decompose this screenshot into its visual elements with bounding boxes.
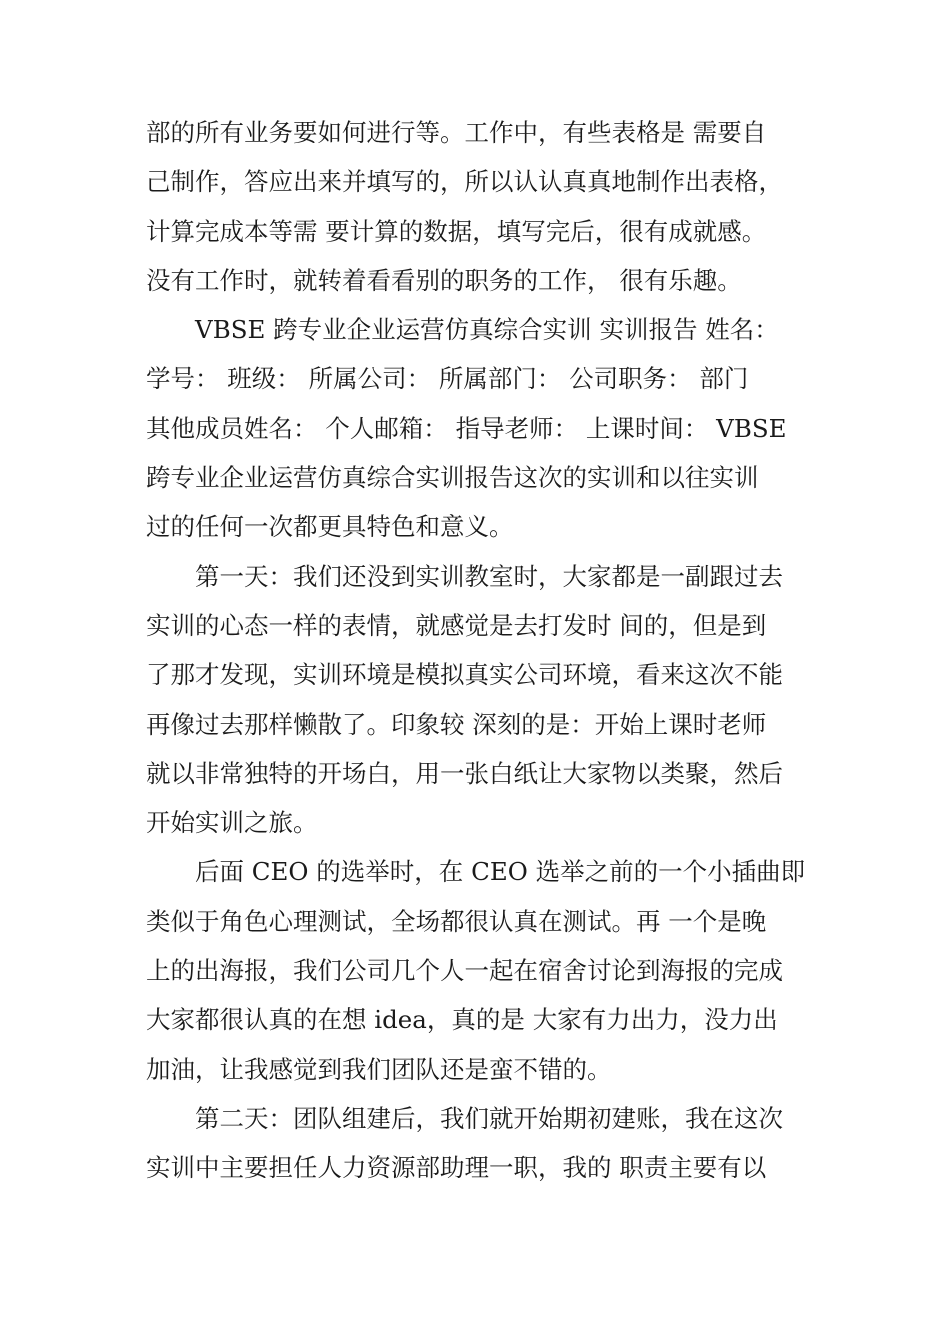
text-line: 大家都很认真的在想 idea，真的是 大家有力出力，没力出 (146, 1005, 778, 1035)
text-line: 再像过去那样懒散了。印象较 深刻的是：开始上课时老师 (146, 709, 767, 739)
text-line: 类似于角色心理测试，全场都很认真在测试。再 一个是晚 (146, 906, 767, 936)
text-line: 第一天：我们还没到实训教室时，大家都是一副跟过去 (195, 561, 783, 591)
text-line: 过的任何一次都更具特色和意义。 (146, 512, 514, 542)
text-line: 实训中主要担任人力资源部助理一职，我的 职责主要有以 (146, 1153, 767, 1183)
text-line: 部的所有业务要如何进行等。工作中，有些表格是 需要自 (146, 118, 767, 147)
text-line: 后面 CEO 的选举时，在 CEO 选举之前的一个小插曲即 (195, 857, 806, 887)
text-line: 上的出海报，我们公司几个人一起在宿舍讨论到海报的完成 (146, 956, 783, 986)
text-line: 就以非常独特的开场白，用一张白纸让大家物以类聚，然后 (146, 758, 783, 788)
text-line: VBSE 跨专业企业运营仿真综合实训 实训报告 姓名： (195, 315, 779, 345)
text-line: 加油，让我感觉到我们团队还是蛮不错的。 (146, 1054, 612, 1084)
text-line: 跨专业企业运营仿真综合实训报告这次的实训和以往实训 (146, 463, 759, 493)
document-body (146, 108, 820, 1193)
text-line: 实训的心态一样的表情，就感觉是去打发时 间的，但是到 (146, 610, 767, 640)
text-line: 学号： 班级： 所属公司： 所属部门： 公司职务： 部门 (146, 364, 749, 394)
text-line: 第二天：团队组建后，我们就开始期初建账，我在这次 (195, 1103, 783, 1133)
text-line: 计算完成本等需 要计算的数据，填写完后，很有成就感。 (146, 216, 767, 246)
text-line: 了那才发现，实训环境是模拟真实公司环境，看来这次不能 (146, 660, 783, 690)
text-line: 开始实训之旅。 (146, 808, 318, 838)
text-line: 己制作，答应出来并填写的，所以认认真真地制作出表格， (146, 167, 783, 197)
text-line: 没有工作时，就转着看看别的职务的工作， 很有乐趣。 (146, 265, 742, 295)
text-line: 其他成员姓名： 个人邮箱： 指导老师： 上课时间： VBSE (146, 413, 787, 443)
